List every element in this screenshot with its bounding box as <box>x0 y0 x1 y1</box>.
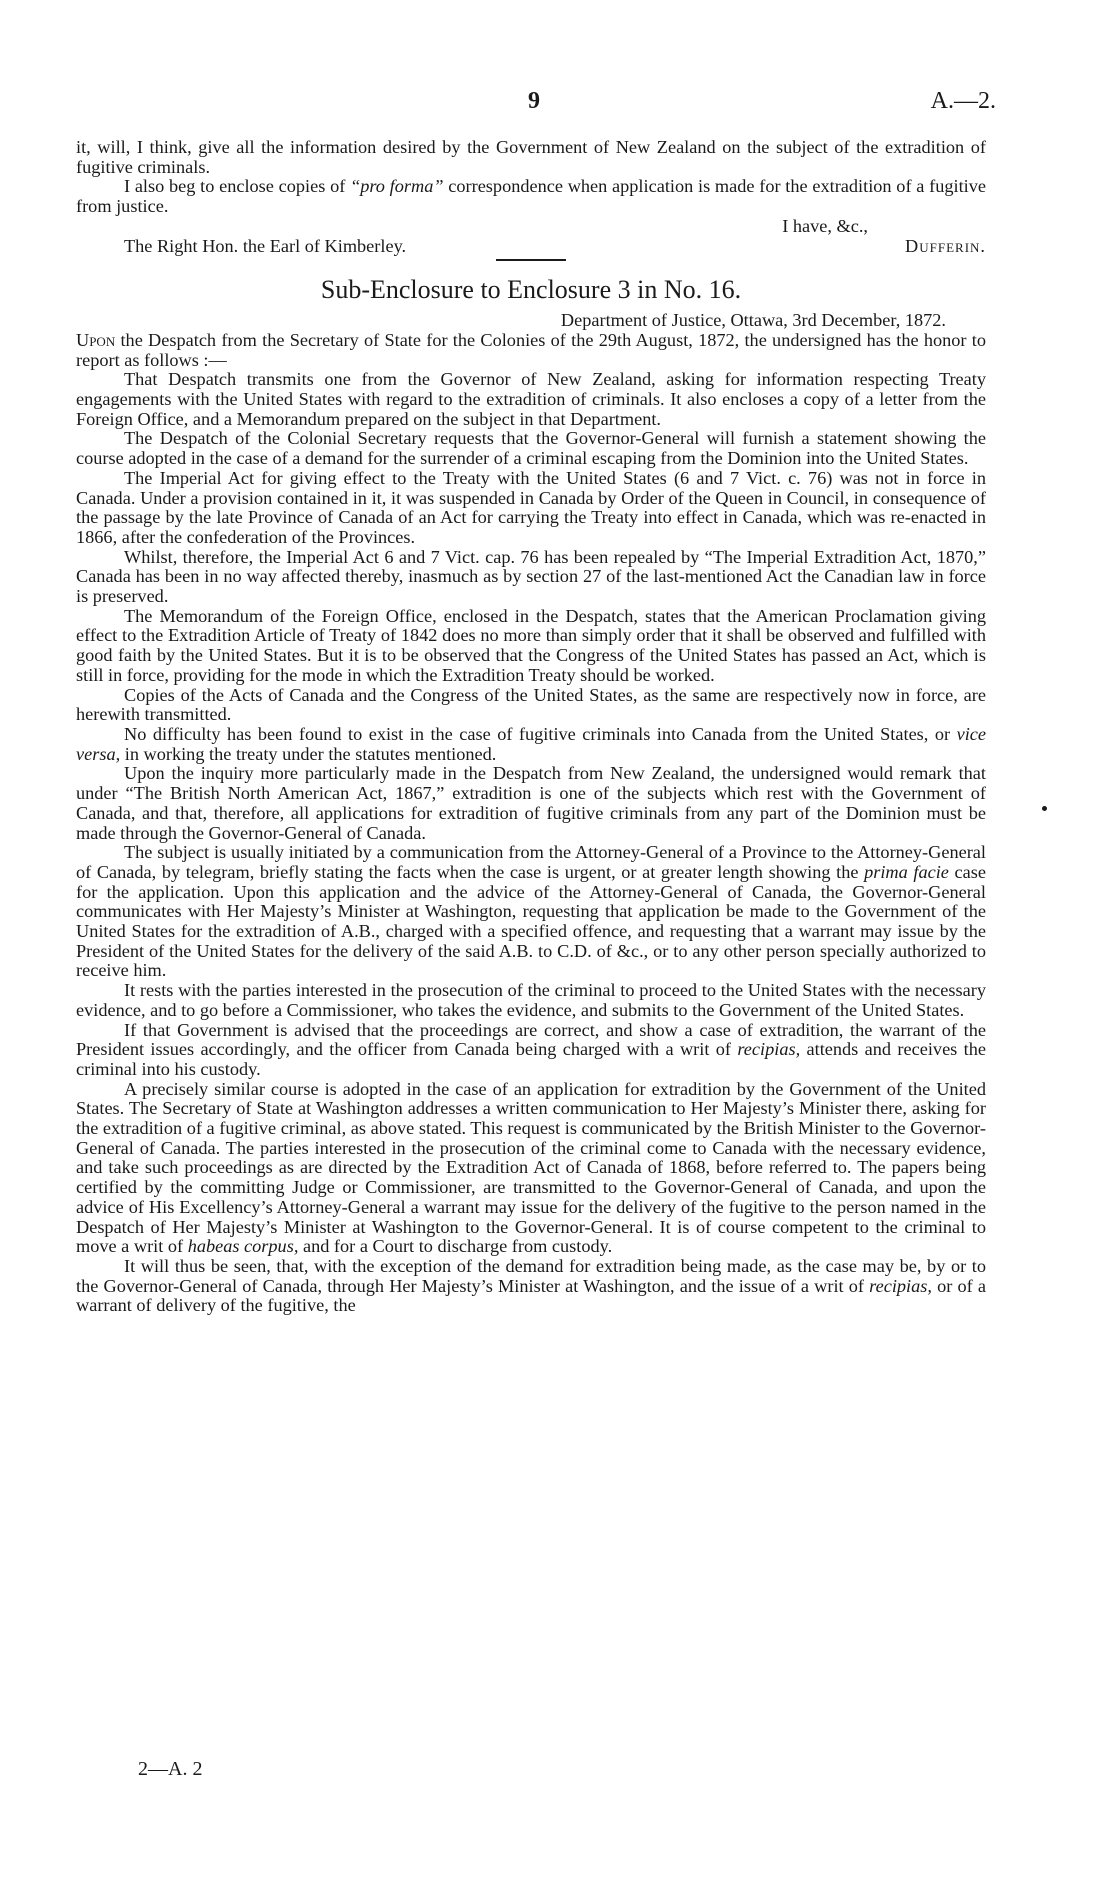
section-title: Sub-Enclosure to Enclosure 3 in No. 16. <box>320 275 742 305</box>
body-text <box>76 138 986 1316</box>
italic-run: recipias, <box>737 1039 801 1060</box>
paragraph: Copies of the Acts of Canada and the Congress of the United States, as the same are respectively now in force, are herewith transmitted. <box>76 684 986 725</box>
italic-run: vice versa, <box>76 723 986 764</box>
addressee-row <box>76 237 986 257</box>
text-run: in working the treaty under the statutes mentioned. <box>120 743 497 764</box>
paragraph <box>76 1080 986 1257</box>
paragraph <box>76 331 986 370</box>
paragraph: The Imperial Act for giving effect to the Treaty with the United States (6 and 7 Vict. c. 76) was not in force in Canada. Under a provision contained in it, it was suspended in Canada by Order of the Queen in Council, in consequence of the passage by the late Province of Canada of an Act for carrying the Treaty into effect in Canada, which was re-enacted in 1866, after the confederation of the Provinces. <box>76 467 986 547</box>
text-run: No difficulty has been found to exist in the case of fugitive criminals into Canada from the United States, or <box>124 723 957 744</box>
text-run: A precisely similar course is adopted in the case of an application for extradition by the Government of the United States. The Secretary of State at Washington addresses a written communication to Her Majesty’s Minister there, asking for the extradition of a fugitive criminal, as above stated. This request is communicated by the British Minister to the Governor-General of Canada. The parties interested in the prosecution of the criminal come to Canada with the necessary evidence, and take such proceedings as are directed by the Extradition Act of Canada of 1868, before referred to. The papers being certified by the committing Judge or Commissioner, are transmitted to the Governor-General of Canada, and upon the advice of His Excellency’s Attorney-General a warrant may issue for the delivery of the fugitive to the person named in the Despatch of Her Majesty’s Minister at Washington to the Governor-General. It is of course competent to the criminal to move a writ of <box>76 1078 986 1257</box>
text-run: the Despatch from the Secretary of State for the Colonies of the 29th August, 1872, the undersigned has the honor to report as follows :— <box>76 329 986 370</box>
paragraph: Upon the inquiry more particularly made in the Despatch from New Zealand, the undersigned would remark that under “The British North American Act, 1867,” extradition is one of the subjects which rest with the Government of Canada, and that, therefore, all applications for extradition of fugitive criminals from any part of the Dominion must be made through the Governor-General of Canada. <box>76 763 986 843</box>
italic-run: habeas corpus, <box>187 1236 299 1257</box>
paragraph: The Despatch of the Colonial Secretary requests that the Governor-General will furnish a statement showing the course adopted in the case of a demand for the surrender of a criminal escaping from the Dominion into the United States. <box>76 428 986 469</box>
paragraph <box>76 1021 986 1080</box>
addressee: The Right Hon. the Earl of Kimberley. <box>124 235 407 256</box>
dateline: Department of Justice, Ottawa, 3rd December, 1872. <box>560 310 946 331</box>
text-run: or of a warrant of delivery of the fugitive, the <box>76 1275 986 1316</box>
text-run: attends and receives the criminal into his custody. <box>76 1039 986 1079</box>
paragraph <box>76 843 986 981</box>
text-run: and for a Court to discharge from custody. <box>298 1236 613 1257</box>
text-run: case for the application. Upon this application and the advice of the Attorney-General of Canada, the Governor-General communicates with Her Majesty’s Minister at Washington, requesting that application be made to the Government of the United States for the extradition of A.B., charged with a specified offence, and requesting that a warrant may issue by the President of the United States for the delivery of the said A.B. to C.D. of &c., or to any other person specially authorized to receive him. <box>76 861 986 981</box>
page-header <box>0 88 1114 118</box>
letter-paragraph: it, will, I think, give all the information desired by the Government of New Zealand on the subject of the extradition of fugitive criminals. <box>76 137 986 177</box>
lead-word: Upon <box>76 329 116 350</box>
text-run: correspondence when application is made for the extradition of a fugitive from justice. <box>76 176 986 217</box>
section-divider <box>496 259 566 261</box>
italic-run: “pro forma” <box>350 176 444 197</box>
page-number: 9 <box>528 88 540 114</box>
series-reference: A.—2. <box>930 88 996 114</box>
text-run: It will thus be seen, that, with the exception of the demand for extradition being made, as the case may be, by or to the Governor-General of Canada, through Her Majesty’s Minister at Washington, and the issue of a writ of <box>76 1255 986 1296</box>
salutation: I have, &c., <box>782 215 868 236</box>
text-run: If that Government is advised that the proceedings are correct, and show a case of extradition, the warrant of the President issues accordingly, and the officer from Canada being charged with a writ of <box>76 1019 986 1060</box>
letter-paragraph <box>76 177 986 216</box>
text-run: The subject is usually initiated by a communication from the Attorney-General of a Province to the Attorney-General of Canada, by telegram, briefly stating the facts when the case is urgent, or at greater length showing the <box>76 842 986 882</box>
paragraph: Whilst, therefore, the Imperial Act 6 and 7 Vict. cap. 76 has been repealed by “The Imperial Extradition Act, 1870,” Canada has been in no way affected thereby, inasmuch as by section 27 of the last-mentioned Act the Canadian law in force is preserved. <box>76 546 986 607</box>
paragraph <box>76 725 986 764</box>
italic-run: recipias, <box>869 1275 932 1296</box>
paragraph: It rests with the parties interested in the prosecution of the criminal to proceed to the United States with the necessary evidence, and to go before a Commissioner, who takes the evidence, and submits to the Government of the United States. <box>76 980 986 1020</box>
text-run: I also beg to enclose copies of <box>124 176 351 197</box>
signature-mark: 2—A. 2 <box>138 1758 203 1780</box>
signature: Dufferin. <box>905 235 986 256</box>
italic-run: prima facie <box>864 861 949 882</box>
paragraph: That Despatch transmits one from the Governor of New Zealand, asking for information respecting Treaty engagements with the United States with regard to the extradition of criminals. It also encloses a copy of a letter from the Foreign Office, and a Memorandum prepared on the subject in that Department. <box>76 369 986 429</box>
paragraph <box>76 1257 986 1316</box>
margin-mark <box>1042 806 1047 811</box>
paragraph: The Memorandum of the Foreign Office, enclosed in the Despatch, states that the American Proclamation giving effect to the Extradition Article of Treaty of 1842 does no more than simply order that it shall be observed and fulfilled with good faith by the United States. But it is to be observed that the Congress of the United States has passed an Act, which is still in force, providing for the mode in which the Extradition Treaty should be worked. <box>76 605 986 685</box>
